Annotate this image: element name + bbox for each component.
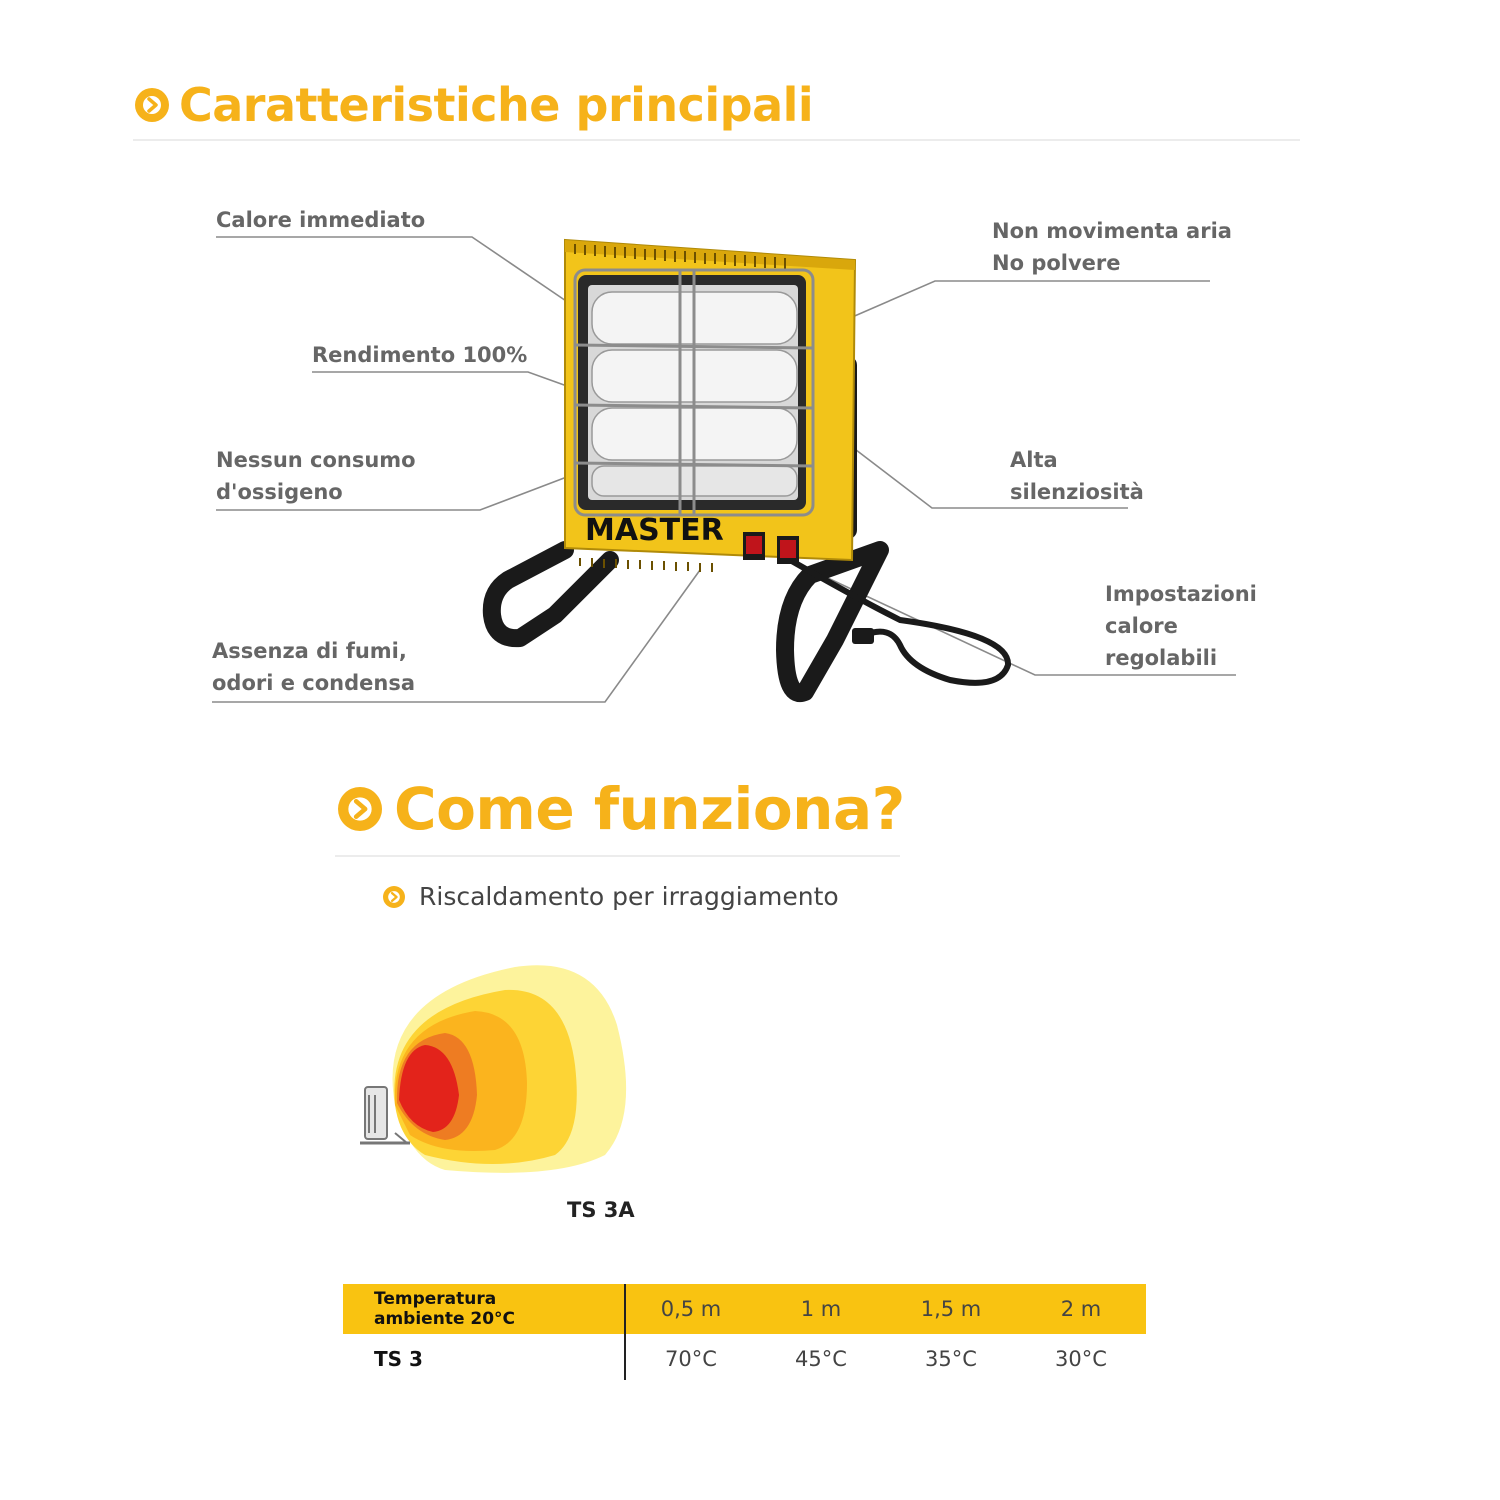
- table-row: [343, 1334, 1146, 1384]
- diagram-model-label: TS 3A: [567, 1198, 635, 1222]
- callout-line: d'ossigeno: [216, 480, 343, 504]
- distance-header: 1 m: [800, 1297, 842, 1321]
- callout-line: Non movimenta aria: [992, 219, 1232, 243]
- distance-header: 1,5 m: [920, 1297, 982, 1321]
- section-title-how-it-works: [338, 775, 905, 843]
- heater-illustration: [480, 230, 1040, 710]
- table-cell-temperature: 45°C: [795, 1347, 847, 1371]
- title-underline: [335, 855, 900, 857]
- callout-line: Calore immediato: [216, 208, 426, 232]
- subtitle-irradiation: [383, 882, 839, 911]
- callout-line: regolabili: [1105, 646, 1218, 670]
- callout-line: Impostazioni: [1105, 582, 1257, 606]
- table-divider: [624, 1284, 626, 1380]
- subtitle-text: Riscaldamento per irraggiamento: [419, 882, 839, 911]
- header-label-line: ambiente 20°C: [374, 1309, 516, 1329]
- section-title-text: Come funziona?: [394, 775, 905, 843]
- callout-impostazioni-calore: [1105, 578, 1257, 674]
- table-header-label: [343, 1289, 626, 1329]
- table-header-row: [343, 1284, 1146, 1334]
- section-title-text: Caratteristiche principali: [179, 78, 814, 132]
- callout-line: odori e condensa: [212, 671, 416, 695]
- callout-line: calore: [1105, 614, 1178, 638]
- table-cell-temperature: 70°C: [665, 1347, 717, 1371]
- header-label-line: Temperatura: [374, 1289, 497, 1309]
- callout-assenza-fumi: [212, 635, 415, 699]
- heat-zone-diagram: [355, 955, 655, 1190]
- callout-line: Assenza di fumi,: [212, 639, 407, 663]
- callout-line: silenziosità: [1010, 480, 1144, 504]
- arrow-circle-icon: [383, 886, 405, 908]
- table-cell-temperature: 35°C: [925, 1347, 977, 1371]
- table-cell-temperature: 30°C: [1055, 1347, 1107, 1371]
- callout-nessun-consumo: [216, 444, 416, 508]
- callout-line: No polvere: [992, 251, 1121, 275]
- callout-line: Nessun consumo: [216, 448, 416, 472]
- table-row-model: TS 3: [374, 1347, 423, 1371]
- distance-header: 2 m: [1060, 1297, 1102, 1321]
- arrow-circle-icon: [338, 787, 382, 831]
- temperature-table: [343, 1284, 1146, 1384]
- distance-header: 0,5 m: [660, 1297, 722, 1321]
- brand-logo: MASTER: [585, 513, 724, 548]
- callout-line: Alta: [1010, 448, 1058, 472]
- callout-calore-immediato: [216, 204, 425, 236]
- callout-line: Rendimento 100%: [312, 343, 528, 367]
